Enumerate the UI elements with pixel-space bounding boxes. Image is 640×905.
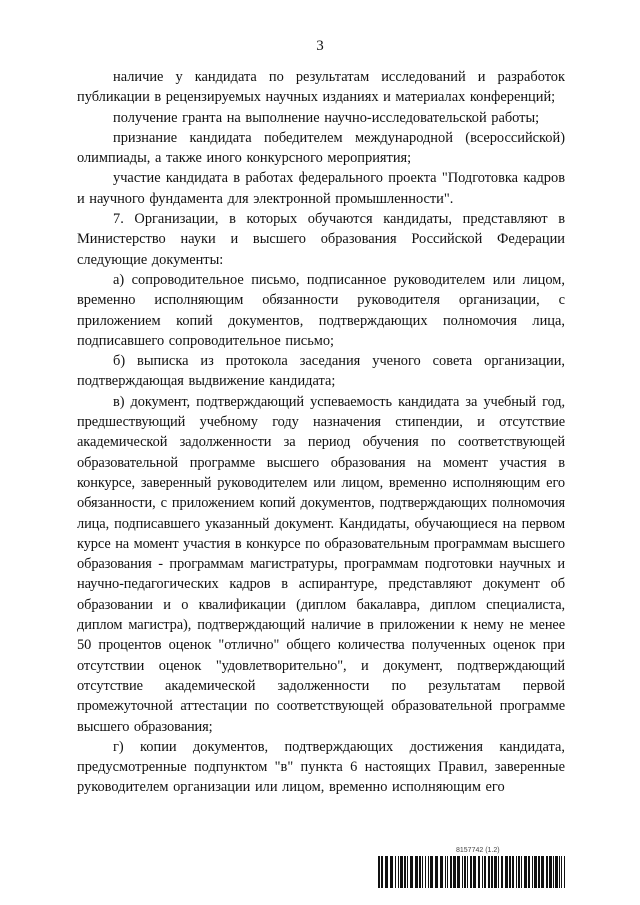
paragraph-item-a: а) сопроводительное письмо, подписанное руководителем или лицом, временно исполняющим обязанности руководителя организации, с приложением копий документов, подтверждающих полномочия лица, подписавшего сопроводительное письмо;: [77, 271, 565, 349]
barcode-number: 8157742 (1.2): [456, 847, 500, 854]
barcode-image: [378, 856, 568, 888]
paragraph-item-7: 7. Организации, в которых обучаются кандидаты, представляют в Министерство науки и высшего образования Российской Федерации следующие документы:: [77, 211, 565, 268]
paragraph-grant: получение гранта на выполнение научно-исследовательской работы;: [113, 109, 540, 126]
paragraph-publications: наличие у кандидата по результатам исследований и разработок публикации в рецензируемых научных изданиях и материалах конференций;: [77, 69, 565, 106]
page-number: 3: [316, 38, 324, 54]
document-body: [77, 67, 565, 798]
paragraph-item-g: г) копии документов, подтверждающих достижения кандидата, предусмотренные подпунктом "в" пункта 6 настоящих Правил, заверенные руководителем организации или лицом, временно исполняющим его: [77, 738, 565, 796]
paragraph-item-b: б) выписка из протокола заседания ученого совета организации, подтверждающая выдвижение кандидата;: [77, 353, 565, 390]
paragraph-item-v: в) документ, подтверждающий успеваемость кандидата за учебный год, предшествующий учебному году назначения стипендии, и отсутствие академической задолженности за период обучения по соответствующей образовательной программе высшего образования на момент участия в конкурсе, заверенный руководителем или лицом, временно исполняющим его обязанности, с приложением копий документов, подтверждающих полномочия лица, подписавшего указанный документ. Кандидаты, обучающиеся на первом курсе на момент участия в конкурсе по образовательным программам высшего образования - программам магистратуры, программам подготовки научных и научно-педагогических кадров в аспирантуре, представляют документ об образовании и о квалификации (диплом бакалавра, диплом специалиста, диплом магистра), подтверждающий наличие в приложении к нему не менее 50 процентов оценок "отлично" общего количества полученных оценок при отсутствии оценок "удовлетворительно", и документ, подтверждающий отсутствие академической задолженности по результатам первой промежуточной аттестации по соответствующей образовательной программе высшего образования;: [77, 393, 565, 735]
paragraph-olympiad: признание кандидата победителем международной (всероссийской) олимпиады, а также иного конкурсного мероприятия;: [77, 129, 565, 167]
paragraph-federal-project: участие кандидата в работах федерального проекта "Подготовка кадров и научного фундамента для электронной промышленности".: [77, 170, 565, 207]
